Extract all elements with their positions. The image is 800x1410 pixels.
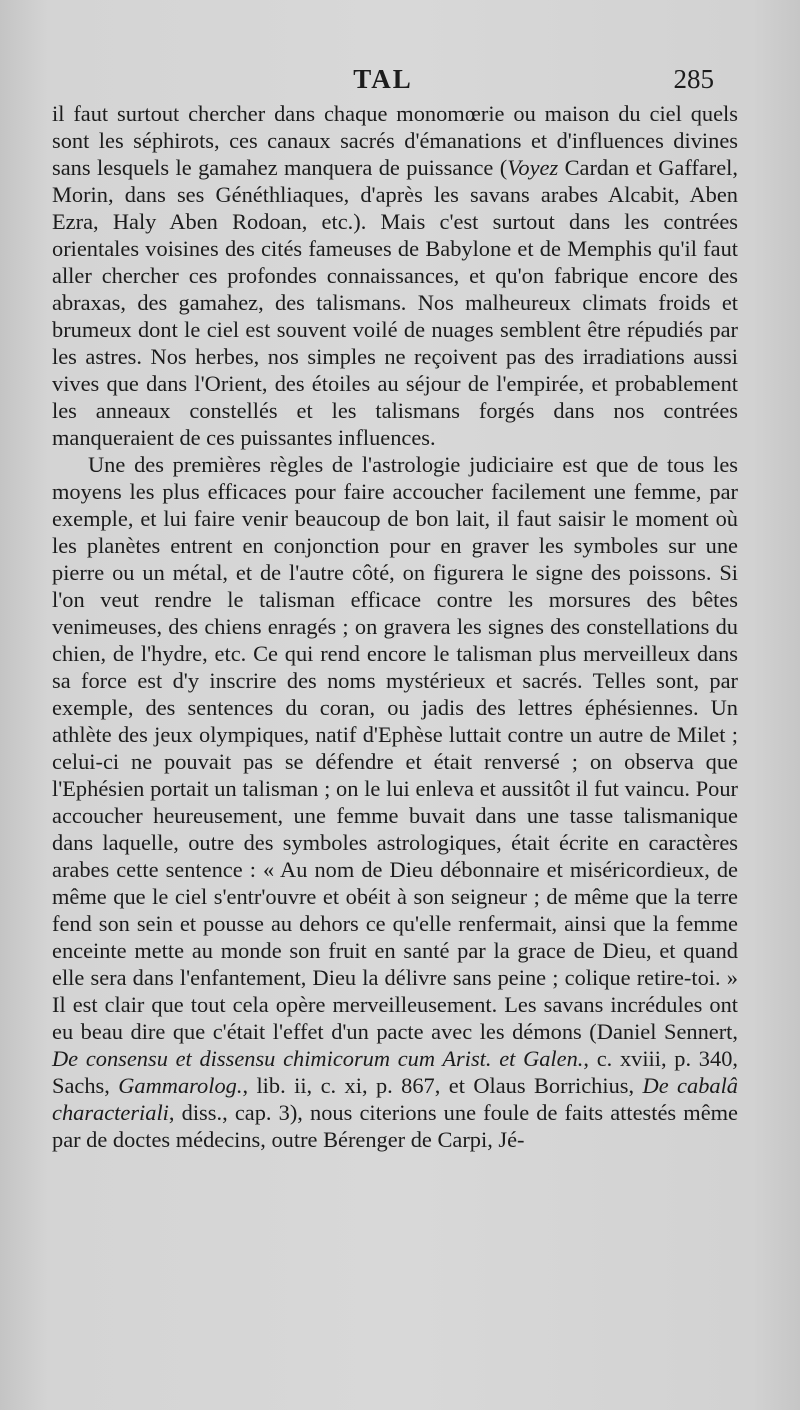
citation-title-sachs: Gammarolog. [118, 1073, 243, 1098]
paragraph-2 [52, 451, 738, 1153]
paragraph-2-text-b: , c. xviii, p. 340, Sachs, [52, 1046, 738, 1098]
paragraph-2-text-d: , diss., cap. 3), nous citerions une foule de faits attestés même par de doctes médecins, outre Bérenger de Carpi, Jé- [52, 1100, 738, 1152]
citation-title-sennert: De consensu et dissensu chimicorum cum Arist. et Galen. [52, 1046, 584, 1071]
paragraph-2-text-c: , lib. ii, c. xi, p. 867, et Olaus Borrichius, [242, 1073, 643, 1098]
paragraph-1-text-a: il faut surtout chercher dans chaque monomœrie ou maison du ciel quels sont les séphirots, ces canaux sacrés d'émanations et d'influences divines sans lesquels le gamahez manquera de puissance ( [52, 101, 738, 180]
page-number: 285 [673, 64, 714, 94]
paragraph-1-text-b: Cardan et Gaffarel, Morin, dans ses Généthliaques, d'après les savans arabes Alcabit, Aben Ezra, Haly Aben Rodoan, etc.). Mais c'est surtout dans les contrées orientales voisines des cités fameuses de Babylone et de Memphis qu'il faut aller chercher ces profondes connaissances, et qu'on fabrique encore des abraxas, des gamahez, des talismans. Nos malheureux climats froids et brumeux dont le ciel est souvent voilé de nuages semblent être répudiés par les astres. Nos herbes, nos simples ne reçoivent pas des irradiations aussi vives que dans l'Orient, des étoiles au séjour de l'empirée, et probablement les anneaux constellés et les talismans forgés dans nos contrées manqueraient de ces puissantes influences. [52, 155, 738, 450]
body-text [52, 100, 738, 1153]
paragraph-2-text-a: Une des premières règles de l'astrologie judiciaire est que de tous les moyens les plus efficaces pour faire accoucher facilement une femme, par exemple, et lui faire venir beaucoup de bon lait, il faut saisir le moment où les planètes entrent en conjonction pour en graver les symboles sur une pierre ou un métal, et de l'autre côté, on figurera le signe des poissons. Si l'on veut rendre le talisman efficace contre les morsures des bêtes venimeuses, des chiens enragés ; on gravera les signes des constellations du chien, de l'hydre, etc. Ce qui rend encore le talisman plus merveilleux dans sa force est d'y inscrire des noms mystérieux et sacrés. Telles sont, par exemple, des sentences du coran, ou jadis des lettres éphésiennes. Un athlète des jeux olympiques, natif d'Ephèse luttait contre un autre de Milet ; celui-ci ne pouvait pas se défendre et était renversé ; on observa que l'Ephésien portait un talisman ; on le lui enleva et aussitôt il fut vaincu. Pour accoucher heureusement, une femme buvait dans une tasse talismanique dans laquelle, outre des symboles astrologiques, était écrite en caractères arabes cette sentence : « Au nom de Dieu débonnaire et miséricordieux, de même que le ciel s'entr'ouvre et obéit à son seigneur ; de même que la terre fend son sein et pousse au dehors ce qu'elle renfermait, ainsi que la femme enceinte mette au monde son fruit en santé par la grace de Dieu, et quand elle sera dans l'enfantement, Dieu la délivre sans peine ; colique retire-toi. » Il est clair que tout cela opère merveilleusement. Les savans incrédules ont eu beau dire que c'était l'effet d'un pacte avec les démons (Daniel Sennert, [52, 452, 738, 1044]
paragraph-1 [52, 100, 738, 451]
voyez-italic: Voyez [507, 155, 559, 180]
page-header [52, 64, 714, 98]
citation-title-borrichius: De cabalâ characteriali [52, 1073, 738, 1125]
running-head: TAL [353, 64, 413, 94]
